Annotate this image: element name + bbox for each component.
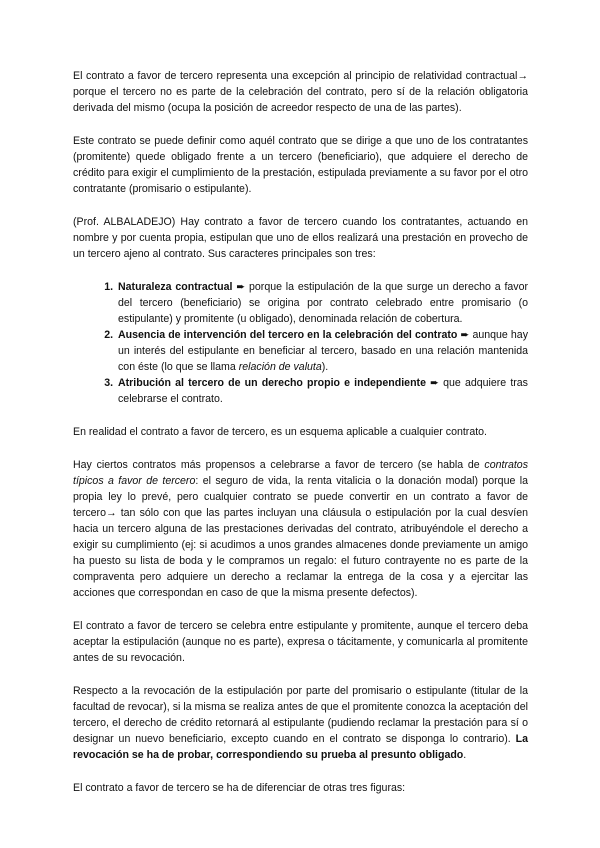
- text: .: [463, 749, 467, 761]
- list-item: [116, 279, 528, 327]
- italic-text: contratos típicos a favor de tercero: [73, 459, 528, 487]
- list-item-title: Naturaleza contractual: [118, 281, 233, 293]
- document-page: [73, 68, 528, 813]
- arrow-icon: ➨: [236, 281, 246, 293]
- text: Respecto a la revocación de la estipulación por parte del promisario o estipulante (titular de la facultad de revocar), si la misma se realiza antes de que el promitente conozca la aceptación del tercero, el derecho de crédito retornará al estipulante (pudiendo reclamar la prestación para sí o designar un nuevo beneficiario, excepto cuando en el contrato se disponga lo contrario).: [73, 685, 528, 745]
- list-item-title: Ausencia de intervención del tercero en la celebración del contrato: [118, 329, 458, 341]
- paragraph-intro: El contrato a favor de tercero representa una excepción al principio de relatividad contractual→ porque el tercero no es parte de la celebración del contrato, pero sí de la relación obligatoria derivada del mismo (ocupa la posición de acreedor respecto de una de las partes).: [73, 70, 528, 114]
- arrow-icon: ➨: [460, 329, 470, 341]
- characteristics-list: [73, 279, 528, 407]
- list-item-title: Atribución al tercero de un derecho propio e independiente: [118, 377, 426, 389]
- list-item-italic: relación de valuta: [238, 361, 322, 373]
- paragraph-scheme: En realidad el contrato a favor de tercero, es un esquema aplicable a cualquier contrato.: [73, 426, 487, 438]
- list-item-text: que adquiere tras celebrarse el contrato.: [118, 377, 528, 405]
- paragraph-revocation: [73, 683, 528, 763]
- paragraph-albaladejo: (Prof. ALBALADEJO) Hay contrato a favor de tercero cuando los contratantes, actuando en nombre y por cuenta propia, estipulan que uno de ellos realizará una prestación en provecho de un tercero ajeno al contrato. Sus caracteres principales son tres:: [73, 216, 528, 260]
- list-item-text-end: ).: [321, 361, 329, 373]
- paragraph-typical-contracts: [73, 457, 528, 601]
- list-item-text: aunque hay un interés del estipulante en beneficiar al tercero, basado en una relación mantenida con éste (lo que se llama: [118, 329, 529, 373]
- paragraph-figures: El contrato a favor de tercero se ha de diferenciar de otras tres figuras:: [73, 782, 406, 794]
- text: : el seguro de vida, la renta vitalicia o la donación modal) porque la propia ley lo prevé, pero cualquier contrato se puede convertir en un contrato a favor de tercero→ tan sólo con que las partes incluyan una cláusula o estipulación por la cual desvíen hacia un tercero alguna de las prestaciones derivadas del contrato, atribuyéndole el derecho a exigir su cumplimiento (ej: si acudimos a unos grandes almacenes donde previamente un amigo ha puesto su lista de boda y le compramos un regalo: el futuro contrayente no es parte de la compraventa pero adquiere un derecho a reclamar la entrega de la cosa y a ejercitar las acciones que correspondan en caso de que la misma presente defectos).: [73, 475, 528, 599]
- text: Hay ciertos contratos más propensos a celebrarse a favor de tercero (se habla de: [73, 459, 480, 471]
- bold-text: La revocación se ha de probar, correspondiendo su prueba al presunto obligado: [73, 733, 528, 761]
- paragraph-definition: Este contrato se puede definir como aquél contrato que se dirige a que uno de los contratantes (promitente) quede obligado frente a un tercero (beneficiario), que adquiere el derecho de crédito para exigir el cumplimiento de la prestación, estipulada previamente a su favor por el otro contratante (promisario o estipulante).: [73, 135, 528, 195]
- arrow-icon: ➨: [430, 377, 439, 389]
- paragraph-acceptance: El contrato a favor de tercero se celebra entre estipulante y promitente, aunque el tercero deba aceptar la estipulación (aunque no es parte), expresa o tácitamente, y comunicarla al promitente antes de su revocación.: [73, 620, 528, 664]
- list-item-text: porque la estipulación de la que surge un derecho a favor del tercero (beneficiario) se origina por contrato celebrado entre promisario (o estipulante) y promitente (u obligado), denominada relación de cobertura.: [118, 281, 528, 325]
- list-item: [116, 327, 528, 375]
- list-item: [116, 375, 528, 407]
